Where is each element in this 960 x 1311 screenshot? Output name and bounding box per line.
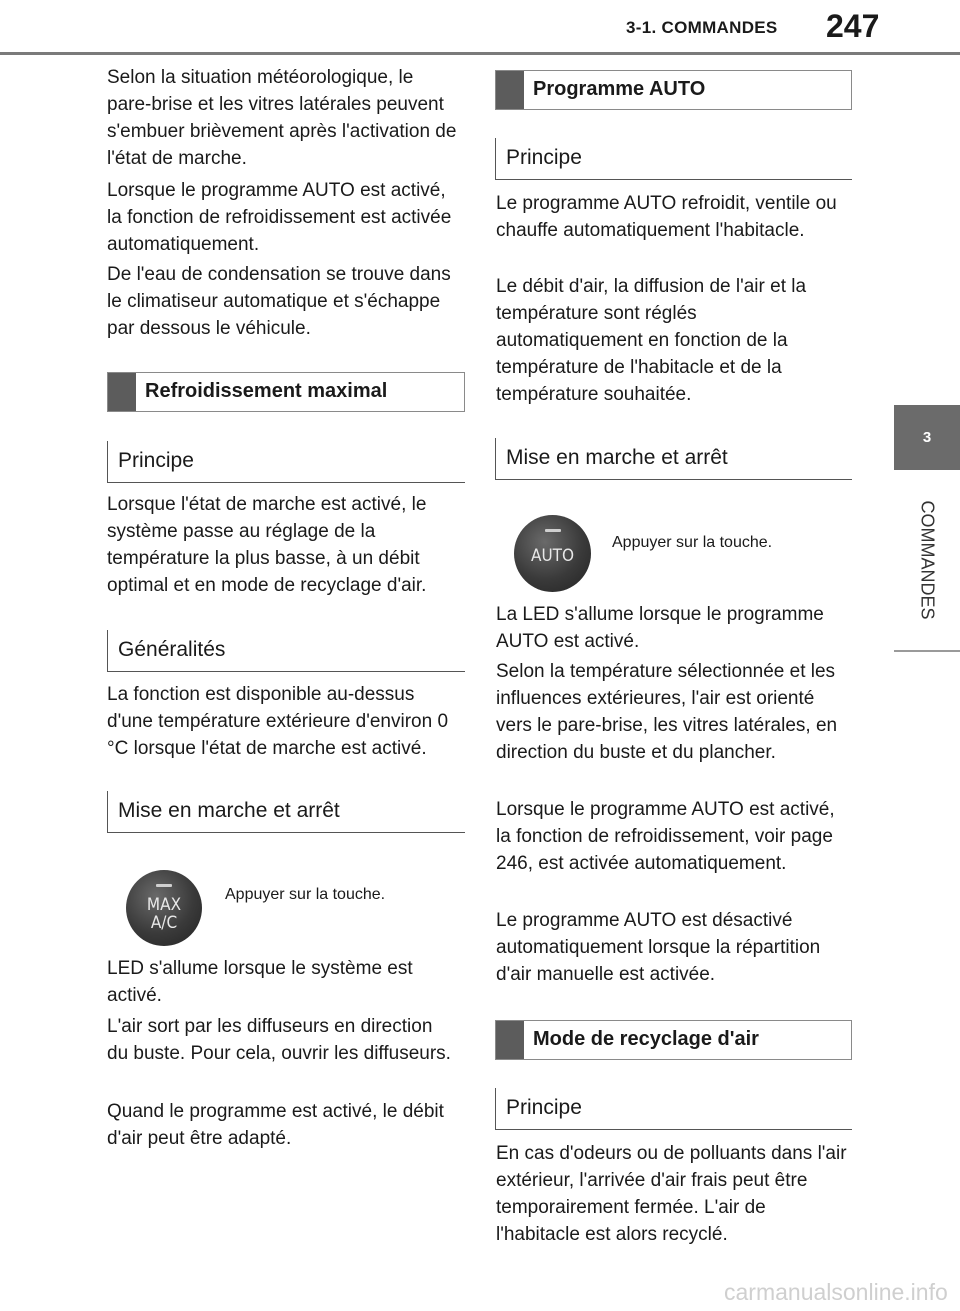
section-heading-refroidissement [107,372,465,412]
after-paragraph-2: L'air sort par les diffuseurs en direction du buste. Pour cela, ouvrir les diffuseurs. [107,1016,451,1064]
principe-paragraph: Lorsque l'état de marche est activé, le système passe au réglage de la température la plus basse, à un débit optimal et en mode de recyclage d'air. [107,494,427,596]
auto-button [514,515,591,592]
page-number: 247 [826,8,880,44]
heading-bar [496,71,524,109]
button-caption: Appuyer sur la touche. [225,886,386,903]
chapter-tab-label-text: COMMANDES [917,500,938,620]
subheading-text: Principe [506,1096,582,1119]
subheading-principe [107,441,465,483]
subheading-text: Principe [506,146,582,169]
chapter-tab-divider [894,650,960,652]
intro-paragraph-3: De l'eau de condensation se trouve dans le climatiseur automatique et s'échappe par dessous le véhicule. [107,264,451,339]
led-indicator [545,529,561,532]
subheading-mise-en-marche [495,438,852,480]
heading-bar [496,1021,524,1059]
auto-principe-paragraph-2: Le débit d'air, la diffusion de l'air et la température sont réglés automatiquement en fonction de la température de l'habitacle et de la température souhaitée. [496,276,807,405]
recyclage-paragraph: En cas d'odeurs ou de polluants dans l'air extérieur, l'arrivée d'air frais peut être temporairement fermée. L'air de l'habitacle est alors recyclé. [496,1143,847,1245]
button-caption: Appuyer sur la touche. [612,534,773,551]
watermark: carmanualsonline.info [724,1279,948,1305]
section-title: 3-1. COMMANDES [626,18,778,37]
intro-paragraph-1: Selon la situation météorologique, le pare-brise et les vitres latérales peuvent s'embuer brièvement après l'activation de l'état de marche. [107,67,457,169]
generalites-paragraph: La fonction est disponible au-dessus d'une température extérieure d'environ 0 °C lorsque l'état de marche est activé. [107,684,449,759]
section-heading-text: Mode de recyclage d'air [533,1028,759,1050]
auto-after-paragraph-2: Selon la température sélectionnée et les influences extérieures, l'air est orienté vers le pare-brise, les vitres latérales, en direction du buste et du plancher. [496,661,838,763]
subheading-mise-en-marche [107,791,465,833]
subheading-text: Principe [118,449,194,472]
led-indicator [156,884,172,887]
after-paragraph-3: Quand le programme est activé, le débit d'air peut être adapté. [107,1101,444,1149]
subheading-text: Mise en marche et arrêt [118,799,340,822]
subheading-text: Mise en marche et arrêt [506,446,728,469]
max-ac-button-label-2: A/C [150,913,178,933]
auto-after-paragraph-1: La LED s'allume lorsque le programme AUTO est activé. [496,604,824,652]
header-divider [0,52,960,55]
max-ac-button [126,870,202,946]
subheading-principe [495,138,852,180]
intro-paragraph-2: Lorsque le programme AUTO est activé, la fonction de refroidissement est activée automatiquement. [107,180,452,255]
section-heading-text: Programme AUTO [533,78,706,100]
subheading-generalites [107,630,465,672]
section-heading-recyclage [495,1020,852,1060]
auto-after-paragraph-4: Le programme AUTO est désactivé automatiquement lorsque la répartition d'air manuelle est activée. [496,910,821,985]
subheading-text: Généralités [118,638,226,661]
auto-principe-paragraph-1: Le programme AUTO refroidit, ventile ou chauffe automatiquement l'habitacle. [496,193,837,241]
chapter-tab-label [894,470,960,650]
subheading-principe [495,1088,852,1130]
auto-after-paragraph-3: Lorsque le programme AUTO est activé, la fonction de refroidissement, voir page 246, est activée automatiquement. [496,799,835,874]
section-heading-programme-auto [495,70,852,110]
max-ac-button-label-1: MAX [146,895,182,915]
heading-bar [108,373,136,411]
after-paragraph-1: LED s'allume lorsque le système est activé. [107,958,413,1006]
chapter-tab-number: 3 [894,405,960,470]
section-heading-text: Refroidissement maximal [145,380,388,402]
auto-button-label: AUTO [530,546,575,566]
